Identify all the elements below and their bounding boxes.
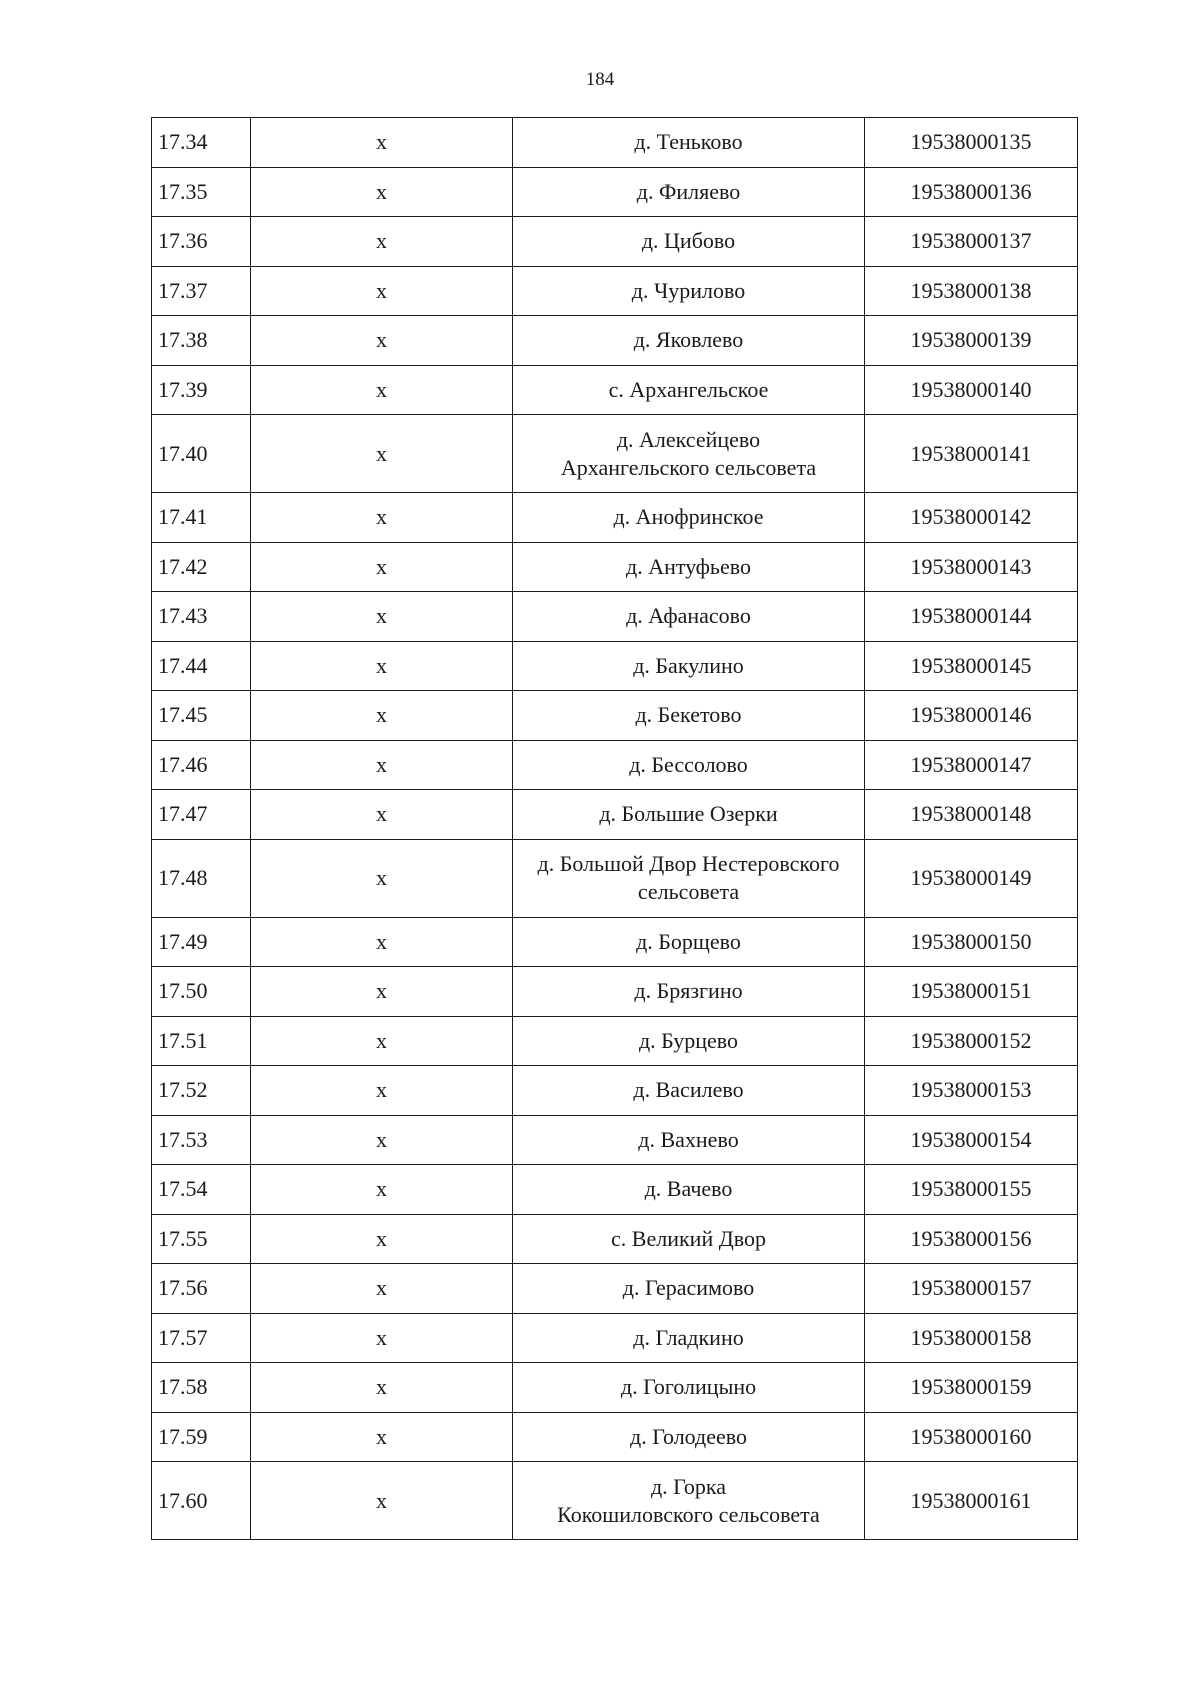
oktmo-code-cell: 19538000150 [865, 917, 1078, 967]
mark-cell: х [251, 839, 513, 917]
oktmo-code-cell: 19538000137 [865, 217, 1078, 267]
oktmo-code-cell: 19538000135 [865, 118, 1078, 168]
oktmo-code-cell: 19538000154 [865, 1115, 1078, 1165]
mark-cell: х [251, 1264, 513, 1314]
mark-cell: х [251, 415, 513, 493]
row-number-cell: 17.36 [152, 217, 251, 267]
table-row [152, 1165, 1078, 1215]
settlement-name-cell [513, 1313, 865, 1363]
table-row [152, 1412, 1078, 1462]
table-row [152, 167, 1078, 217]
row-number-cell: 17.46 [152, 740, 251, 790]
settlement-name-line: д. Бекетово [635, 702, 742, 728]
mark-cell: х [251, 967, 513, 1017]
oktmo-code-cell: 19538000145 [865, 641, 1078, 691]
settlement-name-cell [513, 641, 865, 691]
settlement-name-line: д. Гладкино [633, 1324, 744, 1350]
settlement-name-line: д. Яковлево [633, 327, 744, 353]
table-row [152, 415, 1078, 493]
settlement-name-line: д. Бессолово [629, 751, 748, 777]
row-number-cell: 17.49 [152, 917, 251, 967]
settlement-name-cell [513, 266, 865, 316]
table-row [152, 967, 1078, 1017]
mark-cell: х [251, 1412, 513, 1462]
oktmo-code-cell: 19538000146 [865, 691, 1078, 741]
row-number-cell: 17.53 [152, 1115, 251, 1165]
row-number-cell: 17.37 [152, 266, 251, 316]
settlement-name-cell [513, 1214, 865, 1264]
table-row [152, 839, 1078, 917]
row-number-cell: 17.40 [152, 415, 251, 493]
settlement-name-line: д. Герасимово [622, 1275, 755, 1301]
row-number-cell: 17.45 [152, 691, 251, 741]
row-number-cell: 17.51 [152, 1016, 251, 1066]
oktmo-code-cell: 19538000159 [865, 1363, 1078, 1413]
settlement-name-line: д. Алексейцево [616, 426, 761, 452]
mark-cell: х [251, 118, 513, 168]
table-row [152, 118, 1078, 168]
row-number-cell: 17.55 [152, 1214, 251, 1264]
oktmo-code-cell: 19538000148 [865, 790, 1078, 840]
settlement-name-line: д. Вачево [644, 1176, 733, 1202]
mark-cell: х [251, 316, 513, 366]
mark-cell: х [251, 1462, 513, 1540]
settlement-name-cell [513, 365, 865, 415]
table-row [152, 790, 1078, 840]
oktmo-code-cell: 19538000141 [865, 415, 1078, 493]
settlement-name-cell [513, 1264, 865, 1314]
oktmo-code-cell: 19538000136 [865, 167, 1078, 217]
oktmo-code-cell: 19538000160 [865, 1412, 1078, 1462]
settlement-name-line: д. Голодеево [630, 1423, 747, 1449]
settlement-name-line: д. Бурцево [638, 1027, 739, 1053]
settlement-name-cell [513, 691, 865, 741]
mark-cell: х [251, 740, 513, 790]
oktmo-code-cell: 19538000142 [865, 493, 1078, 543]
settlement-name-line: д. Горка [650, 1473, 727, 1499]
row-number-cell: 17.47 [152, 790, 251, 840]
row-number-cell: 17.48 [152, 839, 251, 917]
oktmo-code-cell: 19538000147 [865, 740, 1078, 790]
settlement-name-cell [513, 790, 865, 840]
settlement-name-cell [513, 118, 865, 168]
mark-cell: х [251, 217, 513, 267]
settlement-name-line: д. Антуфьево [626, 553, 751, 579]
table-row [152, 316, 1078, 366]
mark-cell: х [251, 592, 513, 642]
table-row [152, 1313, 1078, 1363]
table-body [152, 118, 1078, 1540]
oktmo-code-cell: 19538000151 [865, 967, 1078, 1017]
table-row [152, 592, 1078, 642]
mark-cell: х [251, 641, 513, 691]
mark-cell: х [251, 1214, 513, 1264]
row-number-cell: 17.42 [152, 542, 251, 592]
row-number-cell: 17.41 [152, 493, 251, 543]
settlement-name-line: д. Большие Озерки [599, 801, 778, 827]
oktmo-code-cell: 19538000138 [865, 266, 1078, 316]
table-row [152, 1214, 1078, 1264]
row-number-cell: 17.39 [152, 365, 251, 415]
settlement-name-line: д. Гоголицыно [620, 1374, 757, 1400]
settlement-name-cell [513, 1363, 865, 1413]
settlement-name-line: д. Вахнево [638, 1126, 739, 1152]
settlement-name-cell [513, 1462, 865, 1540]
settlement-name-cell [513, 493, 865, 543]
settlement-name-cell [513, 917, 865, 967]
table-row [152, 917, 1078, 967]
settlement-name-line: сельсовета [637, 879, 740, 904]
table-row [152, 740, 1078, 790]
table-row [152, 691, 1078, 741]
settlement-name-line: д. Цибово [641, 228, 736, 254]
settlement-name-line: д. Василево [633, 1077, 744, 1103]
oktmo-code-cell: 19538000139 [865, 316, 1078, 366]
settlement-name-line: с. Архангельское [608, 376, 769, 402]
settlement-name-line: д. Афанасово [626, 603, 751, 629]
settlement-name-cell [513, 1165, 865, 1215]
settlement-name-line: д. Филяево [636, 178, 741, 204]
settlement-name-cell [513, 1016, 865, 1066]
oktmo-code-cell: 19538000149 [865, 839, 1078, 917]
settlement-name-cell [513, 592, 865, 642]
oktmo-code-cell: 19538000152 [865, 1016, 1078, 1066]
mark-cell: х [251, 1115, 513, 1165]
mark-cell: х [251, 542, 513, 592]
row-number-cell: 17.34 [152, 118, 251, 168]
row-number-cell: 17.59 [152, 1412, 251, 1462]
settlement-name-line: с. Великий Двор [611, 1225, 766, 1251]
oktmo-code-cell: 19538000153 [865, 1066, 1078, 1116]
row-number-cell: 17.60 [152, 1462, 251, 1540]
table-row [152, 365, 1078, 415]
row-number-cell: 17.35 [152, 167, 251, 217]
settlements-table [151, 117, 1078, 1540]
settlement-name-cell [513, 1412, 865, 1462]
mark-cell: х [251, 493, 513, 543]
settlement-name-cell [513, 415, 865, 493]
mark-cell: х [251, 790, 513, 840]
row-number-cell: 17.57 [152, 1313, 251, 1363]
settlement-name-line: д. Брязгино [634, 978, 743, 1004]
row-number-cell: 17.52 [152, 1066, 251, 1116]
table-row [152, 1066, 1078, 1116]
mark-cell: х [251, 1165, 513, 1215]
oktmo-code-cell: 19538000140 [865, 365, 1078, 415]
oktmo-code-cell: 19538000144 [865, 592, 1078, 642]
settlement-name-cell [513, 316, 865, 366]
page-number: 184 [585, 69, 615, 90]
table-row [152, 493, 1078, 543]
table-row [152, 542, 1078, 592]
settlement-name-line: д. Анофринское [613, 504, 764, 530]
settlement-name-cell [513, 167, 865, 217]
settlement-name-line: д. Бакулино [633, 652, 744, 678]
mark-cell: х [251, 1363, 513, 1413]
table-row [152, 641, 1078, 691]
settlement-name-line: д. Чурилово [631, 277, 746, 303]
settlement-name-line: д. Теньково [634, 129, 743, 155]
table-row [152, 1363, 1078, 1413]
mark-cell: х [251, 1066, 513, 1116]
oktmo-code-cell: 19538000143 [865, 542, 1078, 592]
settlement-name-line: д. Большой Двор Нестеровского [537, 851, 840, 876]
row-number-cell: 17.58 [152, 1363, 251, 1413]
row-number-cell: 17.50 [152, 967, 251, 1017]
mark-cell: х [251, 691, 513, 741]
oktmo-code-cell: 19538000161 [865, 1462, 1078, 1540]
mark-cell: х [251, 1313, 513, 1363]
oktmo-code-cell: 19538000156 [865, 1214, 1078, 1264]
table-row [152, 1115, 1078, 1165]
row-number-cell: 17.56 [152, 1264, 251, 1314]
row-number-cell: 17.43 [152, 592, 251, 642]
oktmo-code-cell: 19538000157 [865, 1264, 1078, 1314]
settlement-name-cell [513, 217, 865, 267]
table-row [152, 217, 1078, 267]
row-number-cell: 17.54 [152, 1165, 251, 1215]
settlement-name-cell [513, 542, 865, 592]
oktmo-code-cell: 19538000158 [865, 1313, 1078, 1363]
settlement-name-cell [513, 1066, 865, 1116]
row-number-cell: 17.38 [152, 316, 251, 366]
table-row [152, 1462, 1078, 1540]
row-number-cell: 17.44 [152, 641, 251, 691]
oktmo-code-cell: 19538000155 [865, 1165, 1078, 1215]
table-row [152, 1016, 1078, 1066]
mark-cell: х [251, 365, 513, 415]
mark-cell: х [251, 1016, 513, 1066]
settlement-name-line: Кокошиловского сельсовета [557, 1501, 820, 1527]
table-row [152, 1264, 1078, 1314]
settlement-name-line: д. Борщево [636, 928, 741, 954]
settlement-name-cell [513, 967, 865, 1017]
table-row [152, 266, 1078, 316]
settlement-name-line: Архангельского сельсовета [560, 454, 817, 480]
mark-cell: х [251, 917, 513, 967]
mark-cell: х [251, 167, 513, 217]
settlement-name-cell [513, 839, 865, 917]
settlement-name-cell [513, 1115, 865, 1165]
settlement-name-cell [513, 740, 865, 790]
mark-cell: х [251, 266, 513, 316]
